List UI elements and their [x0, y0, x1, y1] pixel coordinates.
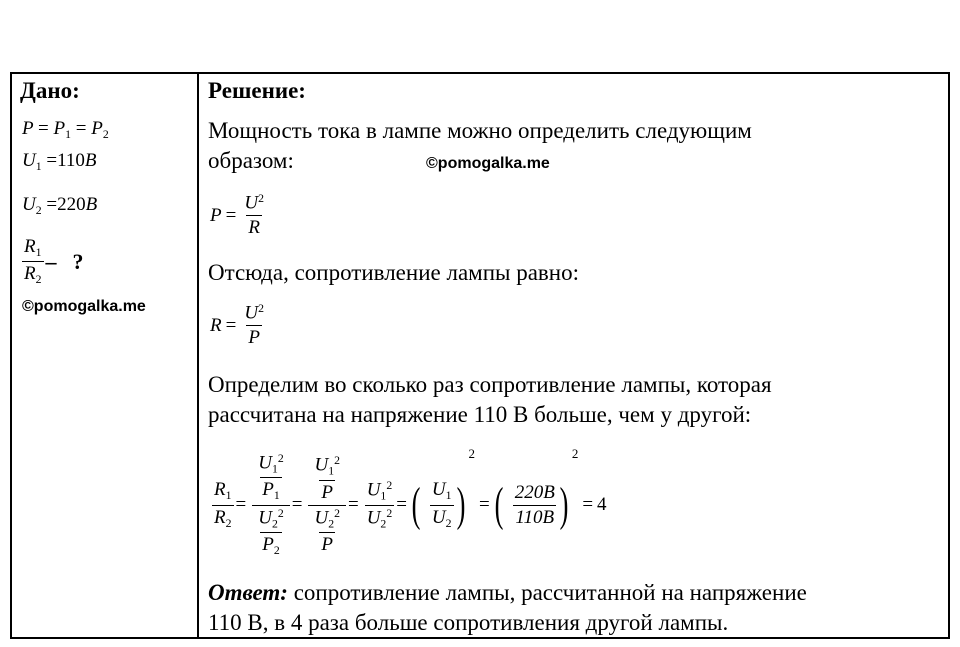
symbol: U: [314, 454, 329, 476]
exponent: 2: [386, 478, 393, 492]
exponent: 2: [258, 192, 264, 205]
formula-ratio-chain: [210, 440, 611, 570]
symbol: R: [24, 263, 36, 285]
symbol: U: [431, 479, 446, 501]
given-unknown: [20, 236, 88, 287]
fraction: [312, 507, 342, 557]
symbol: P: [248, 327, 260, 349]
equals: =: [479, 494, 490, 515]
fraction: [256, 452, 286, 504]
exponent: 2: [571, 446, 579, 461]
symbol: P: [91, 118, 103, 139]
answer-line-1: [208, 580, 807, 606]
right-paren: ): [559, 478, 569, 531]
symbol: P: [53, 118, 66, 139]
value: 220: [57, 194, 86, 215]
symbol: U: [431, 506, 446, 528]
answer-label: Ответ:: [208, 580, 288, 605]
exponent: 2: [468, 446, 476, 461]
subscript: 1: [35, 160, 42, 174]
watermark: ©pomogalka.me: [426, 155, 550, 172]
symbol: P: [321, 534, 334, 556]
right-paren: ): [456, 478, 465, 531]
unit: B: [85, 194, 98, 215]
equals: =: [396, 494, 407, 515]
subscript: 2: [102, 128, 109, 142]
left-paren: (: [494, 478, 504, 531]
symbol: U: [22, 150, 36, 171]
equals: =: [46, 150, 58, 171]
subscript: 1: [271, 462, 278, 476]
subscript: 1: [445, 489, 452, 503]
exponent: 2: [386, 506, 393, 520]
equals: =: [225, 314, 237, 336]
symbol: P: [321, 481, 334, 503]
solution-text-4: Определим во сколько раз сопротивление лампы, которая: [208, 372, 772, 397]
equals: =: [347, 494, 359, 515]
solution-text-2: образом:: [208, 148, 294, 173]
fraction-r1-r2: [212, 479, 234, 530]
exponent: 2: [277, 506, 284, 520]
watermark: ©pomogalka.me: [22, 298, 146, 315]
solution-text-3: Отсюда, сопротивление лампы равно:: [208, 260, 579, 285]
subscript: 2: [445, 516, 452, 530]
question-mark: ?: [72, 248, 84, 274]
subscript: 2: [380, 517, 387, 531]
equals: =: [291, 494, 303, 515]
value: 110: [57, 150, 85, 171]
fraction: [256, 507, 286, 559]
subscript: 2: [271, 517, 278, 531]
solution-text-1: Мощность тока в лампе можно определить следующим: [208, 118, 752, 143]
symbol: U: [244, 192, 259, 214]
subscript: 2: [328, 517, 335, 531]
given-voltage-2: [22, 194, 97, 218]
column-divider: [197, 74, 199, 637]
symbol: P: [262, 479, 274, 501]
subscript: 1: [35, 246, 42, 260]
subscript: 1: [273, 489, 280, 503]
fraction: [312, 454, 342, 504]
dash: –: [45, 248, 57, 274]
symbol: R: [248, 217, 260, 239]
symbol: R: [214, 506, 226, 528]
symbol: R: [214, 479, 226, 501]
symbol: U: [258, 452, 272, 474]
answer-line-2: 110 В, в 4 раза больше сопротивления другой лампы.: [208, 610, 729, 635]
subscript: 1: [328, 464, 335, 478]
fraction-values: [513, 482, 557, 529]
fraction-u1-u2: [430, 479, 454, 530]
answer-text: сопротивление лампы, рассчитанной на напряжение: [287, 580, 807, 605]
subscript: 2: [225, 516, 232, 530]
symbol: P: [210, 204, 222, 226]
symbol: P: [262, 534, 274, 556]
value: 110B: [515, 506, 555, 528]
symbol: R: [24, 236, 36, 257]
equals: =: [225, 204, 237, 226]
given-voltage-1: [22, 150, 97, 174]
subscript: 2: [35, 273, 42, 287]
formula-resistance: [210, 302, 268, 349]
equals: =: [235, 494, 247, 515]
fraction-u1sq-u2sq: [365, 479, 395, 531]
exponent: 2: [334, 453, 340, 467]
subscript: 1: [380, 489, 387, 503]
solution-text-5: рассчитана на напряжение 110 В больше, чем у другой:: [208, 402, 752, 427]
fraction: [242, 302, 266, 349]
resistance-ratio: [22, 236, 44, 287]
symbol: U: [366, 479, 381, 501]
subscript: 2: [35, 204, 42, 218]
symbol: U: [258, 506, 272, 528]
equals: =: [38, 118, 49, 139]
result: 4: [597, 494, 607, 515]
equals: =: [582, 494, 594, 515]
task-table: [10, 72, 950, 639]
equals: =: [46, 194, 58, 215]
solution-title: Решение:: [208, 78, 306, 103]
given-power-equality: [22, 118, 109, 142]
equals: =: [75, 118, 87, 139]
subscript: 2: [273, 544, 280, 558]
exponent: 2: [334, 506, 340, 520]
symbol: U: [366, 506, 381, 528]
value: 220B: [514, 481, 555, 503]
fraction: [242, 192, 266, 239]
subscript: 1: [225, 489, 232, 503]
exponent: 2: [277, 451, 284, 465]
symbol: U: [244, 302, 259, 324]
unit: B: [84, 150, 97, 171]
compound-fraction-1: [252, 452, 290, 558]
compound-fraction-2: [308, 454, 346, 556]
subscript: 1: [65, 128, 71, 142]
symbol: R: [210, 314, 222, 336]
symbol: U: [22, 194, 36, 215]
given-title: Дано:: [20, 78, 80, 103]
formula-power: [210, 192, 268, 239]
symbol: P: [22, 118, 34, 139]
left-paren: (: [411, 478, 421, 531]
exponent: 2: [258, 302, 264, 315]
symbol: U: [314, 506, 329, 528]
